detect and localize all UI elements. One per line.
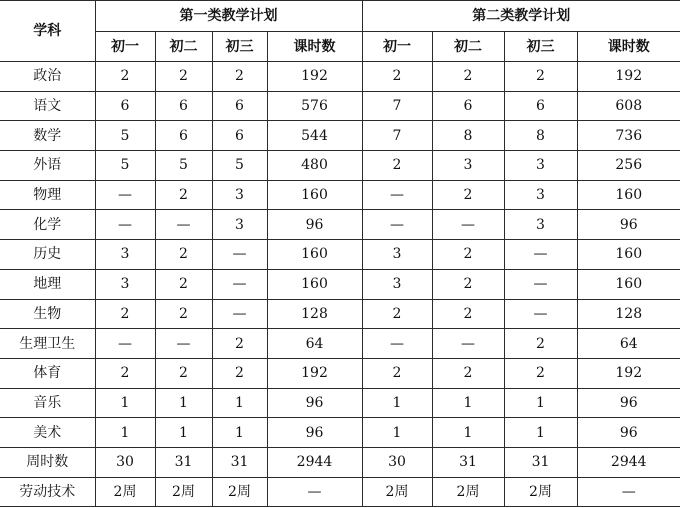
table-cell: — <box>155 210 212 240</box>
table-cell: 2 <box>362 151 432 181</box>
table-row <box>0 329 680 359</box>
table-cell: 736 <box>577 121 680 151</box>
table-cell: 2 <box>155 62 212 92</box>
table-cell: — <box>504 240 577 270</box>
table-cell: — <box>504 299 577 329</box>
table-cell: 8 <box>504 121 577 151</box>
table-cell: 1 <box>212 388 267 418</box>
table-row <box>0 151 680 181</box>
table-cell: 7 <box>362 91 432 121</box>
table-cell: 160 <box>267 240 362 270</box>
subject-cell: 化学 <box>0 210 95 240</box>
col-header-grade3: 初三 <box>504 32 577 62</box>
table-cell: 5 <box>95 151 155 181</box>
table-cell: 2 <box>155 240 212 270</box>
table-cell: 2 <box>95 358 155 388</box>
table-cell: — <box>362 180 432 210</box>
table-cell: — <box>155 329 212 359</box>
table-cell: 2 <box>212 329 267 359</box>
table-cell: 96 <box>267 418 362 448</box>
table-cell: 160 <box>577 269 680 299</box>
group2-header: 第二类教学计划 <box>362 1 680 32</box>
table-row <box>0 269 680 299</box>
table-cell: 96 <box>577 210 680 240</box>
table-cell: 2周 <box>432 477 504 507</box>
table-cell: 30 <box>95 447 155 477</box>
table-cell: 6 <box>212 121 267 151</box>
table-cell: — <box>95 180 155 210</box>
table-cell: 1 <box>504 418 577 448</box>
table-cell: 2 <box>504 358 577 388</box>
table-cell: 2 <box>362 62 432 92</box>
col-header-hours: 课时数 <box>267 32 362 62</box>
table-cell: 2 <box>432 299 504 329</box>
col-header-grade1: 初一 <box>362 32 432 62</box>
subject-cell: 生物 <box>0 299 95 329</box>
table-cell: 608 <box>577 91 680 121</box>
table-cell: — <box>362 329 432 359</box>
table-cell: 2944 <box>577 447 680 477</box>
table-cell: 3 <box>504 210 577 240</box>
table-cell: 2周 <box>362 477 432 507</box>
table-row <box>0 447 680 477</box>
table-cell: — <box>432 210 504 240</box>
table-cell: 31 <box>432 447 504 477</box>
table-row <box>0 121 680 151</box>
table-cell: 96 <box>577 388 680 418</box>
table-cell: 480 <box>267 151 362 181</box>
table-cell: 2 <box>155 358 212 388</box>
table-cell: 2 <box>504 62 577 92</box>
subject-cell: 美术 <box>0 418 95 448</box>
table-cell: — <box>212 269 267 299</box>
table-cell: — <box>95 329 155 359</box>
table-cell: 160 <box>577 180 680 210</box>
table-cell: 64 <box>267 329 362 359</box>
table-cell: 2 <box>362 299 432 329</box>
table-cell: 30 <box>362 447 432 477</box>
table-cell: 31 <box>155 447 212 477</box>
subject-cell: 历史 <box>0 240 95 270</box>
table-cell: 544 <box>267 121 362 151</box>
table-cell: 3 <box>432 151 504 181</box>
table-cell: 2 <box>432 62 504 92</box>
table-cell: 128 <box>267 299 362 329</box>
table-cell: 2 <box>432 269 504 299</box>
table-cell: 2周 <box>212 477 267 507</box>
table-cell: 160 <box>577 240 680 270</box>
table-cell: — <box>432 329 504 359</box>
table-cell: 2 <box>155 269 212 299</box>
table-cell: 96 <box>577 418 680 448</box>
table-cell: 64 <box>577 329 680 359</box>
table-cell: 192 <box>577 62 680 92</box>
table-cell: 2 <box>432 180 504 210</box>
table-cell: 1 <box>212 418 267 448</box>
table-cell: 2 <box>155 180 212 210</box>
table-cell: — <box>504 269 577 299</box>
subject-cell: 物理 <box>0 180 95 210</box>
table-cell: 1 <box>432 418 504 448</box>
table-cell: — <box>362 210 432 240</box>
table-cell: 1 <box>95 418 155 448</box>
subject-cell: 外语 <box>0 151 95 181</box>
subject-cell: 数学 <box>0 121 95 151</box>
table-cell: 2 <box>432 358 504 388</box>
table-cell: — <box>577 477 680 507</box>
table-cell: 2周 <box>95 477 155 507</box>
table-cell: 2 <box>155 299 212 329</box>
table-cell: 2周 <box>155 477 212 507</box>
table-cell: 6 <box>432 91 504 121</box>
subject-cell: 语文 <box>0 91 95 121</box>
subject-cell: 周时数 <box>0 447 95 477</box>
table-cell: 192 <box>267 358 362 388</box>
table-cell: 2 <box>212 62 267 92</box>
table-cell: 128 <box>577 299 680 329</box>
subject-cell: 音乐 <box>0 388 95 418</box>
table-cell: — <box>212 299 267 329</box>
table-cell: 31 <box>212 447 267 477</box>
table-cell: 6 <box>212 91 267 121</box>
table-cell: 2周 <box>504 477 577 507</box>
table-cell: 2 <box>95 299 155 329</box>
table-cell: 3 <box>504 180 577 210</box>
table-row <box>0 418 680 448</box>
table-cell: 192 <box>267 62 362 92</box>
table-cell: 96 <box>267 388 362 418</box>
table-cell: 256 <box>577 151 680 181</box>
col-header-grade3: 初三 <box>212 32 267 62</box>
table-cell: — <box>95 210 155 240</box>
table-cell: 3 <box>212 180 267 210</box>
col-header-grade2: 初二 <box>432 32 504 62</box>
subject-cell: 政治 <box>0 62 95 92</box>
subject-cell: 生理卫生 <box>0 329 95 359</box>
subject-cell: 劳动技术 <box>0 477 95 507</box>
table-cell: 2 <box>212 358 267 388</box>
table-row <box>0 240 680 270</box>
table-cell: 31 <box>504 447 577 477</box>
table-cell: 3 <box>95 269 155 299</box>
table-row <box>0 388 680 418</box>
table-cell: 6 <box>155 91 212 121</box>
table-cell: 2 <box>432 240 504 270</box>
table-cell: 3 <box>95 240 155 270</box>
subject-header: 学科 <box>0 1 95 62</box>
table-cell: 6 <box>155 121 212 151</box>
table-cell: 160 <box>267 269 362 299</box>
table-cell: 7 <box>362 121 432 151</box>
table-cell: 96 <box>267 210 362 240</box>
table-cell: 2 <box>95 62 155 92</box>
table-cell: 1 <box>504 388 577 418</box>
col-header-grade1: 初一 <box>95 32 155 62</box>
table-row <box>0 299 680 329</box>
table-cell: 1 <box>95 388 155 418</box>
col-header-hours: 课时数 <box>577 32 680 62</box>
table-cell: 3 <box>362 269 432 299</box>
table-cell: 8 <box>432 121 504 151</box>
subject-cell: 地理 <box>0 269 95 299</box>
table-cell: 1 <box>155 388 212 418</box>
table-body <box>0 62 680 507</box>
table-cell: 3 <box>362 240 432 270</box>
group1-header: 第一类教学计划 <box>95 1 362 32</box>
table-cell: — <box>212 240 267 270</box>
table-cell: 1 <box>155 418 212 448</box>
table-cell: 2 <box>504 329 577 359</box>
table-row <box>0 91 680 121</box>
table-row <box>0 358 680 388</box>
table-cell: — <box>267 477 362 507</box>
table-cell: 2 <box>362 358 432 388</box>
table-cell: 6 <box>95 91 155 121</box>
table-cell: 1 <box>362 388 432 418</box>
table-cell: 2944 <box>267 447 362 477</box>
table-cell: 5 <box>95 121 155 151</box>
table-cell: 3 <box>212 210 267 240</box>
table-cell: 5 <box>212 151 267 181</box>
table-cell: 5 <box>155 151 212 181</box>
table-cell: 1 <box>432 388 504 418</box>
table-cell: 576 <box>267 91 362 121</box>
table-row <box>0 477 680 507</box>
table-cell: 160 <box>267 180 362 210</box>
table-cell: 6 <box>504 91 577 121</box>
table-header <box>0 1 680 62</box>
table-row <box>0 62 680 92</box>
table-cell: 1 <box>362 418 432 448</box>
col-header-grade2: 初二 <box>155 32 212 62</box>
table-cell: 3 <box>504 151 577 181</box>
table-row <box>0 210 680 240</box>
table-row <box>0 180 680 210</box>
table-cell: 192 <box>577 358 680 388</box>
subject-cell: 体育 <box>0 358 95 388</box>
